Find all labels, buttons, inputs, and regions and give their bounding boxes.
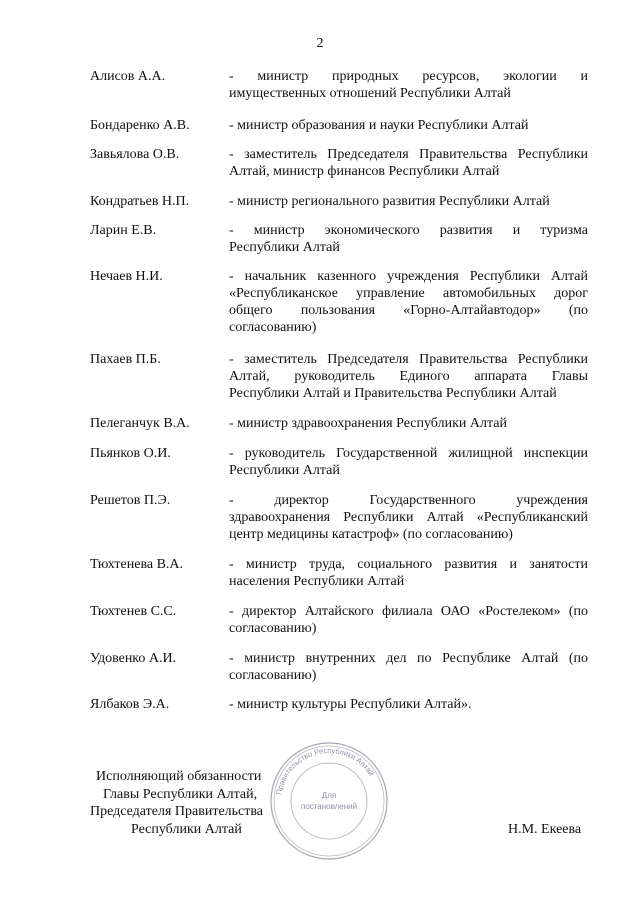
page-number: 2 xyxy=(316,36,324,51)
member-name: Тюхтенев С.С. xyxy=(90,604,177,619)
member-role xyxy=(229,222,588,256)
member-name: Ларин Е.В. xyxy=(90,223,157,238)
member-role-line: - директор Алтайского филиала ОАО «Ростелеком» (по xyxy=(229,604,588,619)
member-role xyxy=(229,415,588,432)
member-role-line: центр медицины катастроф» (по согласованию) xyxy=(229,527,513,542)
member-name: Пелеганчук В.А. xyxy=(90,416,190,431)
member-role xyxy=(229,492,588,543)
member-name: Завьялова О.В. xyxy=(90,147,180,162)
member-role-line: - заместитель Председателя Правительства Республики xyxy=(229,352,588,367)
stamp-outer-text: Правительство Республики Алтай xyxy=(274,745,377,796)
signature-position-line-4: Республики Алтай xyxy=(131,822,242,837)
member-role-line: согласованию) xyxy=(229,320,317,335)
member-name: Тюхтенева В.А. xyxy=(90,557,184,572)
official-stamp xyxy=(268,740,390,862)
member-role-line: - министр экономического развития и туризма xyxy=(229,223,588,238)
stamp-inner-ring xyxy=(291,763,367,839)
member-role xyxy=(229,696,588,713)
member-role-line: - министр культуры Республики Алтай». xyxy=(229,697,472,712)
member-role-line: общего пользования «Горно-Алтайавтодор» (по xyxy=(229,303,588,318)
member-name: Кондратьев Н.П. xyxy=(90,194,190,209)
member-name: Алисов А.А. xyxy=(90,69,166,84)
member-role-line: - министр образования и науки Республики Алтай xyxy=(229,118,529,133)
member-role-line: согласованию) xyxy=(229,668,317,683)
member-role-line: - заместитель Председателя Правительства Республики xyxy=(229,147,588,162)
member-role-line: - министр природных ресурсов, экологии и xyxy=(229,69,588,84)
member-role xyxy=(229,193,588,210)
member-role-line: имущественных отношений Республики Алтай xyxy=(229,86,511,101)
member-role xyxy=(229,146,588,180)
member-role-line: здравоохранения Республики Алтай «Республиканский xyxy=(229,510,588,525)
member-role-line: Алтай, руководитель Единого аппарата Главы xyxy=(229,369,588,384)
member-role-line: - начальник казенного учреждения Республики Алтай xyxy=(229,269,588,284)
member-role xyxy=(229,650,588,684)
member-role xyxy=(229,445,588,479)
signature-position-line-1: Исполняющий обязанности xyxy=(96,769,262,784)
member-name: Нечаев Н.И. xyxy=(90,269,163,284)
member-role-line: Алтай, министр финансов Республики Алтай xyxy=(229,164,500,179)
member-name: Удовенко А.И. xyxy=(90,651,177,666)
member-role-line: - министр здравоохранения Республики Алтай xyxy=(229,416,507,431)
member-role-line: Республики Алтай xyxy=(229,463,340,478)
stamp-outer-ring xyxy=(271,743,387,859)
member-role-line: - министр регионального развития Республики Алтай xyxy=(229,194,550,209)
member-role-line: согласованию) xyxy=(229,621,317,636)
signature-position-line-3: Председателя Правительства xyxy=(90,804,264,819)
member-role-line: - министр труда, социального развития и занятости xyxy=(229,557,588,572)
member-name: Бондаренко А.В. xyxy=(90,118,190,133)
member-role xyxy=(229,68,588,102)
stamp-inner-text-2: постановлений xyxy=(300,802,358,811)
member-name: Ялбаков Э.А. xyxy=(90,697,170,712)
member-role-line: Республики Алтай xyxy=(229,240,340,255)
stamp-inner-text-1: Для xyxy=(321,791,337,800)
member-role xyxy=(229,351,588,402)
member-name: Пьянков О.И. xyxy=(90,446,171,461)
signatory-name: Н.М. Екеева xyxy=(508,822,582,837)
member-role-line: - министр внутренних дел по Республике Алтай (по xyxy=(229,651,588,666)
member-role-line: Республики Алтай и Правительства Республики Алтай xyxy=(229,386,557,401)
member-role-line: населения Республики Алтай xyxy=(229,574,405,589)
member-role xyxy=(229,268,588,336)
member-role xyxy=(229,603,588,637)
member-name: Пахаев П.Б. xyxy=(90,352,161,367)
member-role-line: «Республиканское управление автомобильных дорог xyxy=(229,286,588,301)
member-role xyxy=(229,556,588,590)
signature-position-line-2: Главы Республики Алтай, xyxy=(103,787,258,802)
member-name: Решетов П.Э. xyxy=(90,493,171,508)
member-role-line: - директор Государственного учреждения xyxy=(229,493,588,508)
member-role xyxy=(229,117,588,134)
member-role-line: - руководитель Государственной жилищной инспекции xyxy=(229,446,588,461)
